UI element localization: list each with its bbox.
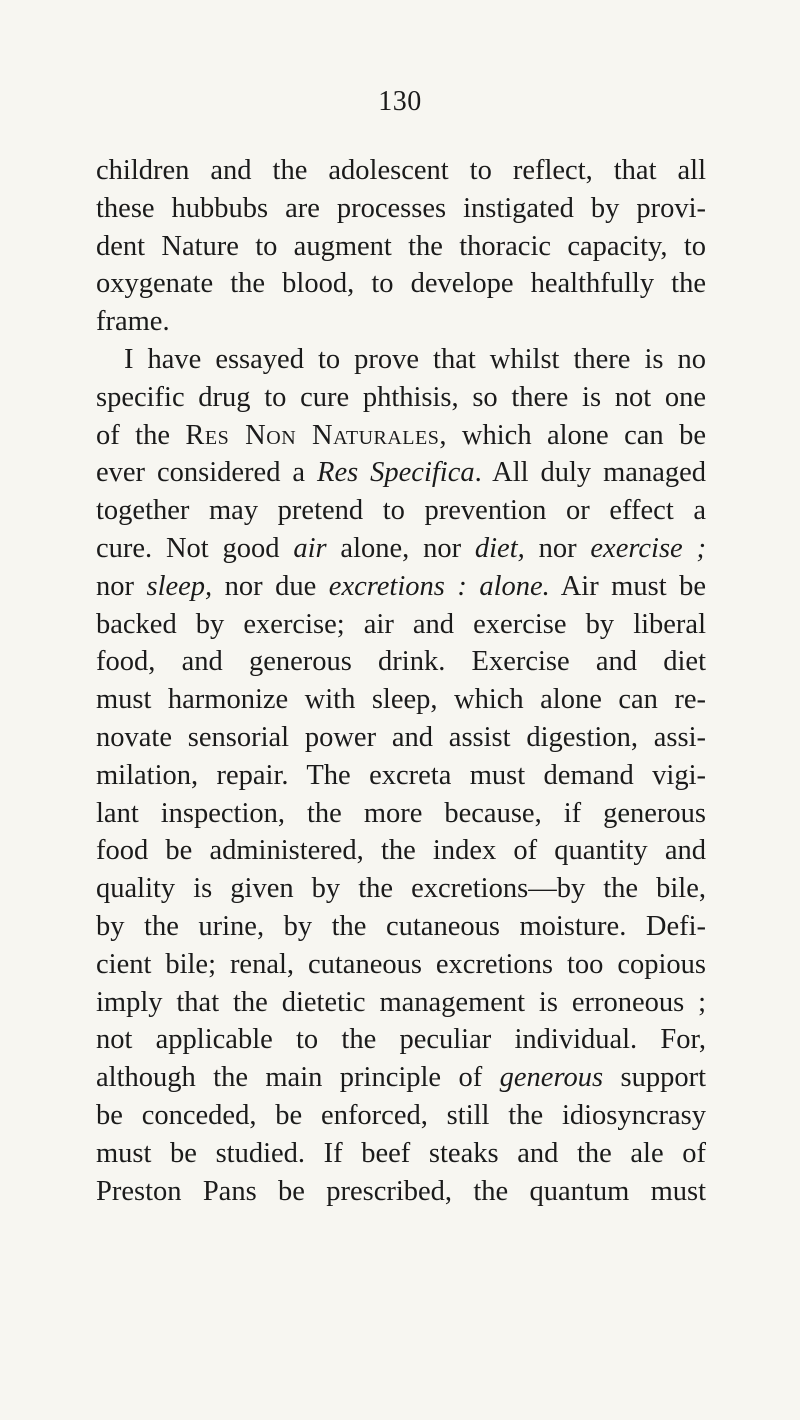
text-line: milation, repair. The excreta must demand vigi- [96, 759, 706, 791]
text-line: food be administered, the index of quantity and [96, 835, 706, 867]
text-line [96, 1059, 706, 1097]
text-line [96, 530, 706, 568]
text-line: cient bile; renal, cutaneous excretions too copious [96, 948, 706, 980]
line-segment: ever considered a [96, 457, 318, 489]
italic-term: sleep, [146, 570, 213, 602]
italic-term: diet, [474, 532, 525, 564]
line-segment: Air must be [549, 570, 707, 602]
res-specifica-term: Res Specifica [317, 457, 475, 489]
line-segment: of the [96, 419, 186, 451]
text-line: I have essayed to prove that whilst there is no [124, 343, 706, 375]
text-line: food, and generous drink. Exercise and diet [96, 646, 706, 678]
text-line: must harmonize with sleep, which alone can re- [96, 684, 706, 716]
line-segment: , which alone can be [439, 419, 706, 451]
line-segment: alone, nor [326, 532, 475, 564]
text-line: imply that the dietetic management is erroneous ; [96, 986, 706, 1018]
text-line: be conceded, be enforced, still the idiosyncrasy [96, 1099, 706, 1131]
text-line: not applicable to the peculiar individual. For, [96, 1024, 706, 1056]
text-line [96, 417, 706, 455]
text-line: specific drug to cure phthisis, so there is not one [96, 381, 706, 413]
italic-term: exercise ; [590, 532, 706, 564]
italic-term: excretions : alone. [328, 570, 550, 602]
generous-term: generous [499, 1062, 604, 1094]
text-line: novate sensorial power and assist digestion, assi- [96, 721, 706, 753]
text-line: children and the adolescent to reflect, that all [96, 155, 706, 186]
line-segment: nor [524, 532, 591, 564]
italic-term: air [293, 532, 327, 564]
line-segment: although the main principle of [96, 1062, 500, 1094]
text-line: lant inspection, the more because, if generous [96, 797, 706, 829]
text-line: by the urine, by the cutaneous moisture. Defi- [96, 910, 706, 942]
text-line: Preston Pans be prescribed, the quantum must [96, 1175, 706, 1207]
line-segment: . All duly managed [474, 457, 707, 489]
text-line: frame. [96, 306, 170, 338]
line-segment: nor due [212, 570, 329, 602]
line-segment: cure. Not good [96, 532, 294, 564]
page-number: 130 [378, 86, 422, 117]
text-line [96, 454, 706, 492]
text-line: quality is given by the excretions—by the bile, [96, 873, 706, 905]
text-line: these hubbubs are processes instigated by provi- [96, 192, 706, 224]
body-text [96, 152, 706, 1210]
text-line: must be studied. If beef steaks and the ale of [96, 1137, 706, 1169]
text-line: together may pretend to prevention or effect a [96, 495, 706, 527]
line-segment: nor [96, 570, 147, 602]
line-segment: support [603, 1062, 707, 1094]
text-line: backed by exercise; air and exercise by liberal [96, 608, 706, 640]
text-line: dent Nature to augment the thoracic capacity, to [96, 230, 706, 262]
res-non-naturales-term: Res Non Naturales [185, 419, 440, 451]
text-line [96, 568, 706, 606]
text-line: oxygenate the blood, to develope healthfully the [96, 268, 706, 300]
